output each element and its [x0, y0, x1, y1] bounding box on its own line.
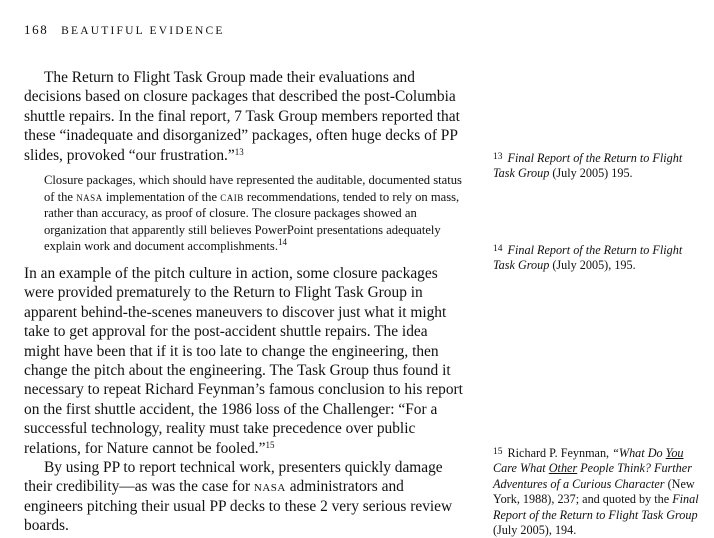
- sidenote-15-mid: (New York, 1988), 237; and quoted by the: [493, 476, 695, 507]
- sidenote-13: [493, 150, 705, 182]
- sidenote-15-other: Other: [548, 461, 578, 476]
- sidenote-14-title: Final Report of the Return to Flight Task Group: [493, 243, 683, 273]
- sidenote-13-title: Final Report of the Return to Flight Task Group: [493, 151, 683, 181]
- quote-text-c: recommendations, tended to rely on mass, rather than accuracy, as proof of closure. The closure packages showed an organization that apparently still believes PowerPoint presentations adequately explain work and document accomplishments.: [44, 189, 460, 254]
- sidenote-14-rest: (July 2005), 195.: [549, 258, 636, 273]
- sidenote-13-number: 13: [493, 152, 503, 162]
- sidenote-14: [493, 242, 705, 274]
- quote-caib: caib: [220, 189, 244, 204]
- footnote-ref-13[interactable]: 13: [234, 146, 244, 157]
- quote-text-a: Closure packages, which should have represented the auditable, documented status of the: [44, 173, 462, 204]
- paragraph-3-text-a: By using PP to report technical work, presenters quickly damage their credibility—as was the case for: [24, 459, 443, 496]
- quote-text-b: implementation of the: [102, 189, 221, 204]
- paragraph-3: [24, 458, 464, 536]
- sidenote-15-author: Richard P. Feynman,: [507, 446, 613, 460]
- sidenote-15-t3: People Think? Further Adventures of a Curious Character: [493, 461, 692, 491]
- sidenote-15-end: (July 2005), 194.: [493, 523, 577, 538]
- footnote-ref-15[interactable]: 15: [265, 439, 275, 450]
- paragraph-3-text-b: administrators and engineers pitching their usual PP decks to these 2 very serious review boards.: [24, 478, 453, 535]
- paragraph-1-text: The Return to Flight Task Group made their evaluations and decisions based on closure packages that described the post-Columbia shuttle repairs. In the final report, 7 Task Group members reported that these “inadequate and disorganized” packages, often huge decks of PP slides, provoked “our frustration.”: [24, 69, 460, 164]
- paragraph-2: [24, 264, 464, 458]
- block-quote: [44, 172, 464, 255]
- sidenote-15-t1: “What Do: [612, 446, 666, 460]
- paragraph-3-nasa: nasa: [253, 478, 286, 496]
- sidenote-14-number: 14: [493, 244, 503, 254]
- sidenote-15-report-title: Final Report of the Return to Flight Task Group: [493, 492, 699, 522]
- book-title: BEAUTIFUL EVIDENCE: [61, 25, 225, 37]
- sidenote-15-you: You: [665, 446, 684, 460]
- quote-nasa: nasa: [76, 189, 103, 204]
- paragraph-1: [24, 68, 464, 165]
- sidenote-15-number: 15: [493, 447, 503, 457]
- sidenote-15-t2: Care What: [493, 461, 549, 476]
- sidenote-15: [493, 445, 705, 538]
- paragraph-2-text: In an example of the pitch culture in action, some closure packages were provided prematurely to the Return to Flight Task Group in apparent behind-the-scenes maneuvers to discover just what it might take to get approval for the post-accident shuttle repairs. The idea might have been that if it is too late to change the engineering, then change the pitch about the engineering. The Task Group thus found it necessary to repeat Richard Feynman’s famous conclusion to his report on the first shuttle accident, the 1986 loss of the Challenger: “For a successful technology, reality must take precedence over public relations, for Nature cannot be fooled.”: [24, 265, 463, 457]
- sidenote-13-rest: (July 2005) 195.: [549, 166, 633, 181]
- running-head: [24, 22, 225, 38]
- footnote-ref-14[interactable]: 14: [277, 237, 287, 248]
- page-number: 168: [24, 22, 49, 37]
- main-text: [24, 68, 464, 536]
